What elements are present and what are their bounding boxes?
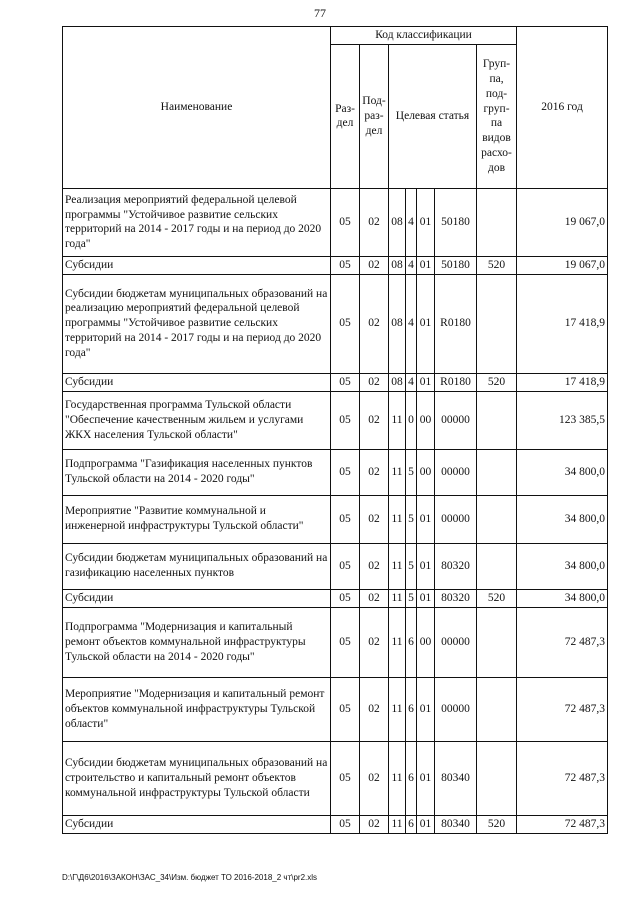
row-target-program: 11 (389, 543, 406, 589)
row-target-event: 01 (417, 256, 435, 274)
row-razdel: 05 (331, 677, 360, 741)
row-target-subprogram: 5 (406, 543, 417, 589)
row-target-direction: 80340 (435, 815, 477, 833)
row-name: Субсидии (63, 373, 331, 391)
table-row (63, 543, 608, 589)
row-target-subprogram: 6 (406, 815, 417, 833)
row-name: Подпрограмма "Газификация населенных пунктов Тульской области на 2014 - 2020 годы" (63, 449, 331, 495)
row-target-program: 08 (389, 256, 406, 274)
row-group (477, 274, 517, 373)
row-target-direction: 80320 (435, 543, 477, 589)
row-target-subprogram: 5 (406, 495, 417, 543)
row-group (477, 495, 517, 543)
row-name: Мероприятие "Развитие коммунальной и инженерной инфраструктуры Тульской области" (63, 495, 331, 543)
row-target-subprogram: 5 (406, 589, 417, 607)
row-target-program: 11 (389, 449, 406, 495)
row-target-program: 11 (389, 607, 406, 677)
row-podrazdel: 02 (360, 607, 389, 677)
row-target-direction: R0180 (435, 274, 477, 373)
row-target-subprogram: 0 (406, 391, 417, 449)
row-target-event: 01 (417, 274, 435, 373)
row-podrazdel: 02 (360, 495, 389, 543)
row-group: 520 (477, 373, 517, 391)
row-target-direction: 00000 (435, 495, 477, 543)
row-podrazdel: 02 (360, 677, 389, 741)
row-group (477, 677, 517, 741)
table-row (63, 589, 608, 607)
row-razdel: 05 (331, 815, 360, 833)
row-target-event: 01 (417, 495, 435, 543)
row-target-direction: 50180 (435, 256, 477, 274)
row-target-event: 01 (417, 188, 435, 256)
header-target: Целевая статья (389, 44, 477, 188)
row-target-subprogram: 5 (406, 449, 417, 495)
row-name: Субсидии бюджетам муниципальных образований на строительство и капитальный ремонт объектов коммунальной инфраструктуры Тульской области (63, 741, 331, 815)
header-classification: Код классификации (331, 27, 517, 45)
row-target-subprogram: 6 (406, 741, 417, 815)
table-row (63, 373, 608, 391)
table-row (63, 741, 608, 815)
header-razdel: Раз- дел (331, 44, 360, 188)
row-name: Субсидии (63, 256, 331, 274)
row-podrazdel: 02 (360, 449, 389, 495)
row-podrazdel: 02 (360, 815, 389, 833)
row-razdel: 05 (331, 741, 360, 815)
row-group: 520 (477, 256, 517, 274)
row-target-direction: 00000 (435, 677, 477, 741)
header-year: 2016 год (517, 27, 608, 189)
row-target-direction: 00000 (435, 449, 477, 495)
row-razdel: 05 (331, 373, 360, 391)
row-group (477, 607, 517, 677)
row-razdel: 05 (331, 495, 360, 543)
row-value: 123 385,5 (517, 391, 608, 449)
row-group: 520 (477, 815, 517, 833)
row-target-program: 11 (389, 815, 406, 833)
row-razdel: 05 (331, 589, 360, 607)
row-target-program: 11 (389, 495, 406, 543)
row-target-program: 08 (389, 373, 406, 391)
row-value: 17 418,9 (517, 274, 608, 373)
row-name: Мероприятие "Модернизация и капитальный ремонт объектов коммунальной инфраструктуры Тульской области" (63, 677, 331, 741)
row-target-event: 00 (417, 607, 435, 677)
row-target-subprogram: 4 (406, 188, 417, 256)
row-target-program: 08 (389, 188, 406, 256)
budget-table (62, 26, 608, 834)
row-podrazdel: 02 (360, 741, 389, 815)
row-target-event: 01 (417, 815, 435, 833)
header-name: Наименование (63, 27, 331, 189)
row-podrazdel: 02 (360, 373, 389, 391)
file-path-footer: D:\Г\Д6\2016\ЗАКОН\ЗАС_34\Изм. бюджет ТО 2016-2018_2 чт\pr2.xls (62, 873, 318, 882)
row-podrazdel: 02 (360, 188, 389, 256)
row-target-event: 01 (417, 741, 435, 815)
table-row (63, 495, 608, 543)
row-value: 34 800,0 (517, 449, 608, 495)
header-group: Груп- па, под- груп- па видов расхо- дов (477, 44, 517, 188)
row-value: 72 487,3 (517, 677, 608, 741)
row-value: 34 800,0 (517, 495, 608, 543)
row-target-event: 01 (417, 677, 435, 741)
header-podrazdel: Под- раз- дел (360, 44, 389, 188)
row-group (477, 449, 517, 495)
row-name: Реализация мероприятий федеральной целевой программы "Устойчивое развитие сельских территорий на 2014 - 2017 годы и на период до 2020 года" (63, 188, 331, 256)
row-target-event: 01 (417, 589, 435, 607)
row-value: 34 800,0 (517, 543, 608, 589)
row-name: Субсидии бюджетам муниципальных образований на реализацию мероприятий федеральной целевой программы "Устойчивое развитие сельских территорий на 2014 - 2017 годы и на период до 2020 года" (63, 274, 331, 373)
row-value: 72 487,3 (517, 741, 608, 815)
table-row (63, 815, 608, 833)
row-target-direction: 00000 (435, 607, 477, 677)
row-target-direction: R0180 (435, 373, 477, 391)
row-value: 72 487,3 (517, 607, 608, 677)
row-value: 34 800,0 (517, 589, 608, 607)
row-razdel: 05 (331, 607, 360, 677)
row-target-subprogram: 4 (406, 274, 417, 373)
row-name: Подпрограмма "Модернизация и капитальный ремонт объектов коммунальной инфраструктуры Тульской области на 2014 - 2020 годы" (63, 607, 331, 677)
row-target-subprogram: 6 (406, 607, 417, 677)
row-group (477, 741, 517, 815)
row-target-program: 11 (389, 741, 406, 815)
row-name: Субсидии (63, 589, 331, 607)
row-value: 17 418,9 (517, 373, 608, 391)
row-podrazdel: 02 (360, 543, 389, 589)
row-target-program: 11 (389, 589, 406, 607)
row-target-event: 00 (417, 449, 435, 495)
table-row (63, 607, 608, 677)
table-row (63, 391, 608, 449)
row-razdel: 05 (331, 449, 360, 495)
row-value: 72 487,3 (517, 815, 608, 833)
row-value: 19 067,0 (517, 256, 608, 274)
table-row (63, 188, 608, 256)
row-target-subprogram: 6 (406, 677, 417, 741)
row-target-program: 11 (389, 391, 406, 449)
row-target-direction: 00000 (435, 391, 477, 449)
row-target-program: 08 (389, 274, 406, 373)
row-target-event: 01 (417, 543, 435, 589)
row-name: Государственная программа Тульской области "Обеспечение качественным жильем и услугами ЖКХ населения Тульской области" (63, 391, 331, 449)
row-podrazdel: 02 (360, 589, 389, 607)
row-podrazdel: 02 (360, 256, 389, 274)
row-group (477, 391, 517, 449)
table-row (63, 677, 608, 741)
row-value: 19 067,0 (517, 188, 608, 256)
row-target-program: 11 (389, 677, 406, 741)
row-target-event: 00 (417, 391, 435, 449)
row-target-event: 01 (417, 373, 435, 391)
row-podrazdel: 02 (360, 391, 389, 449)
row-razdel: 05 (331, 391, 360, 449)
row-target-subprogram: 4 (406, 373, 417, 391)
row-group (477, 543, 517, 589)
row-razdel: 05 (331, 274, 360, 373)
row-razdel: 05 (331, 543, 360, 589)
row-razdel: 05 (331, 188, 360, 256)
table-row (63, 449, 608, 495)
row-group (477, 188, 517, 256)
row-target-direction: 80320 (435, 589, 477, 607)
page-number: 77 (314, 6, 326, 20)
row-razdel: 05 (331, 256, 360, 274)
row-name: Субсидии (63, 815, 331, 833)
row-target-direction: 50180 (435, 188, 477, 256)
row-group: 520 (477, 589, 517, 607)
row-target-subprogram: 4 (406, 256, 417, 274)
row-podrazdel: 02 (360, 274, 389, 373)
row-name: Субсидии бюджетам муниципальных образований на газификацию населенных пунктов (63, 543, 331, 589)
table-row (63, 274, 608, 373)
row-target-direction: 80340 (435, 741, 477, 815)
table-row (63, 256, 608, 274)
